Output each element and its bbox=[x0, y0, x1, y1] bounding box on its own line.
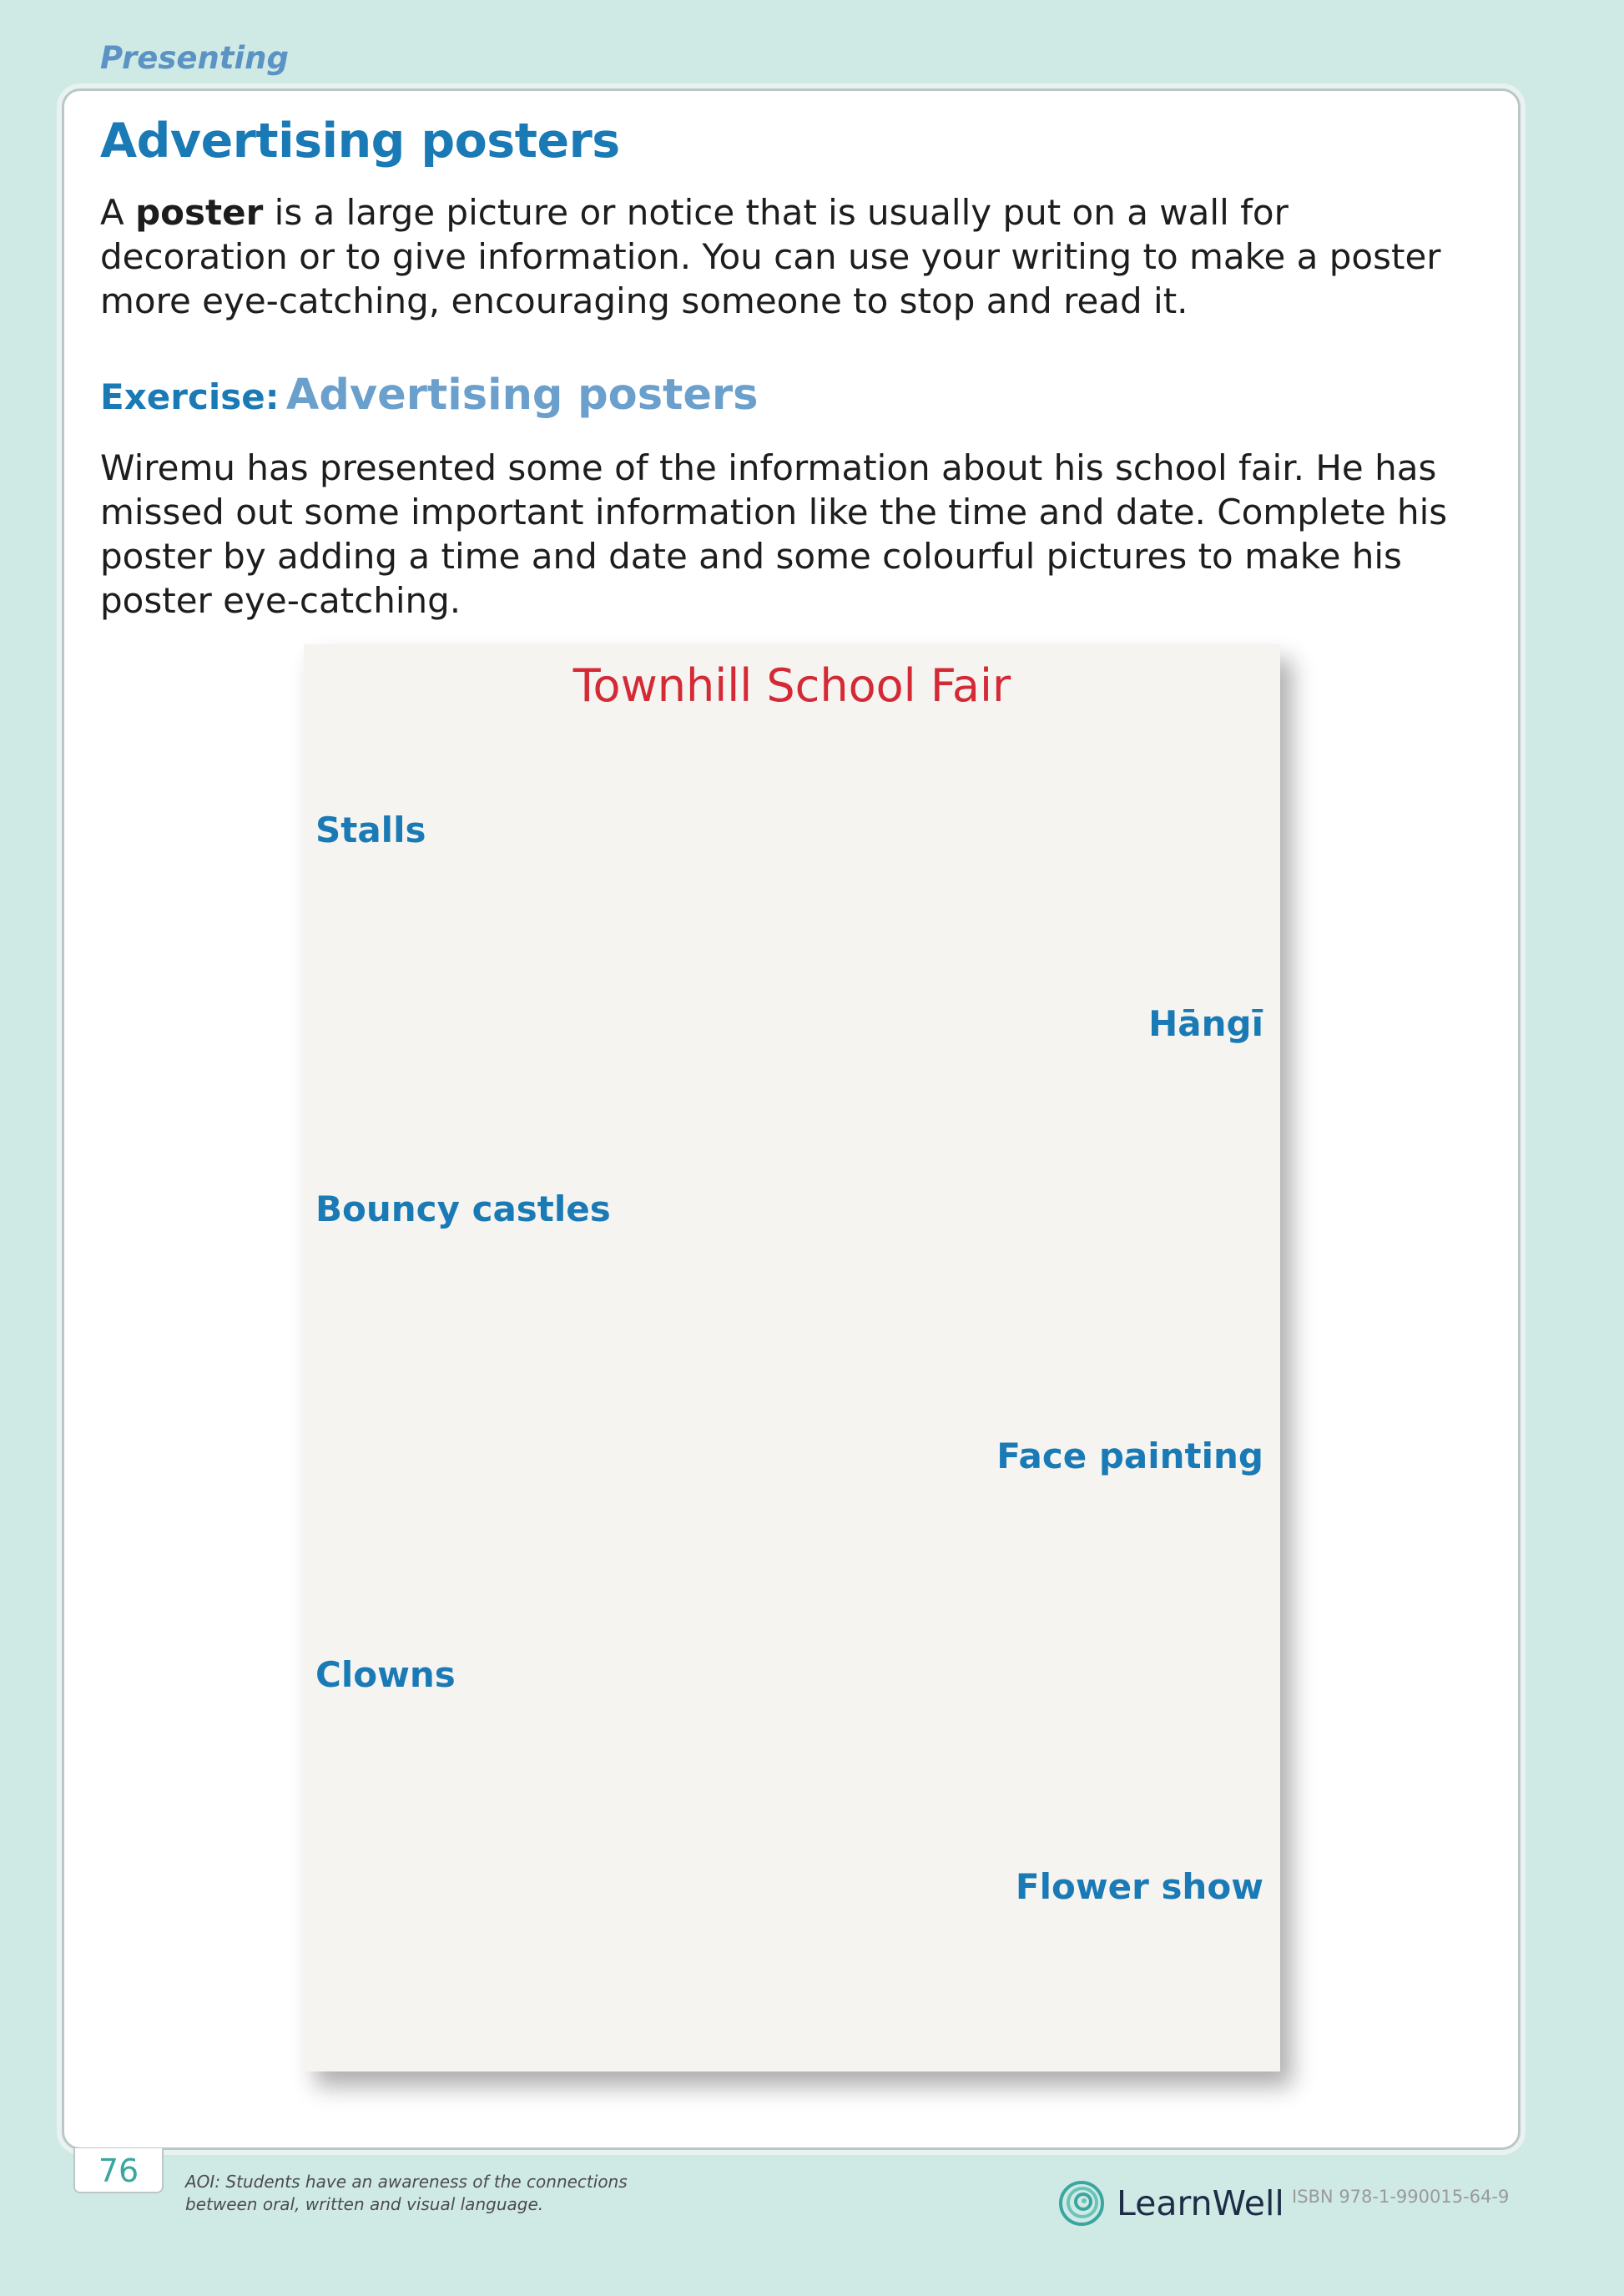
page-number: 76 bbox=[73, 2148, 164, 2193]
exercise-label: Exercise: bbox=[100, 376, 280, 417]
poster-item-bouncy-castles: Bouncy castles bbox=[315, 1188, 611, 1229]
aoi-note: AOI: Students have an awareness of the connections between oral, written and visual language. bbox=[185, 2172, 628, 2214]
poster-item-stalls: Stalls bbox=[315, 810, 426, 850]
intro-paragraph bbox=[100, 190, 1485, 323]
exercise-instructions: Wiremu has presented some of the information about his school fair. He has missed out some important information like the time and date. Complete his poster by adding a time and date and some colourful pictures to make his poster eye-catching. bbox=[100, 447, 1448, 621]
brand-name: LearnWell bbox=[1117, 2183, 1284, 2223]
intro-lead: A bbox=[100, 192, 136, 233]
poster-title: Townhill School Fair bbox=[572, 659, 1011, 712]
intro-rest: is a large picture or notice that is usually put on a wall for decoration or to give information. You can use your writing to make a poster more eye-catching, encouraging someone to stop and read it. bbox=[100, 192, 1441, 321]
exercise-heading bbox=[100, 371, 759, 420]
learnwell-spiral-icon bbox=[1058, 2180, 1105, 2227]
poster-item-hangi: Hāngī bbox=[1148, 1003, 1263, 1044]
poster bbox=[304, 644, 1280, 2071]
poster-item-face-painting: Face painting bbox=[996, 1436, 1263, 1476]
intro-term: poster bbox=[135, 192, 264, 233]
page-title: Advertising posters bbox=[100, 114, 620, 169]
exercise-title: Advertising posters bbox=[285, 371, 759, 420]
section-label: Presenting bbox=[100, 40, 289, 76]
isbn: ISBN 978-1-990015-64-9 bbox=[1292, 2187, 1510, 2207]
learnwell-logo bbox=[1058, 2180, 1284, 2227]
poster-item-flower-show: Flower show bbox=[1015, 1866, 1263, 1907]
poster-item-clowns: Clowns bbox=[315, 1654, 456, 1695]
